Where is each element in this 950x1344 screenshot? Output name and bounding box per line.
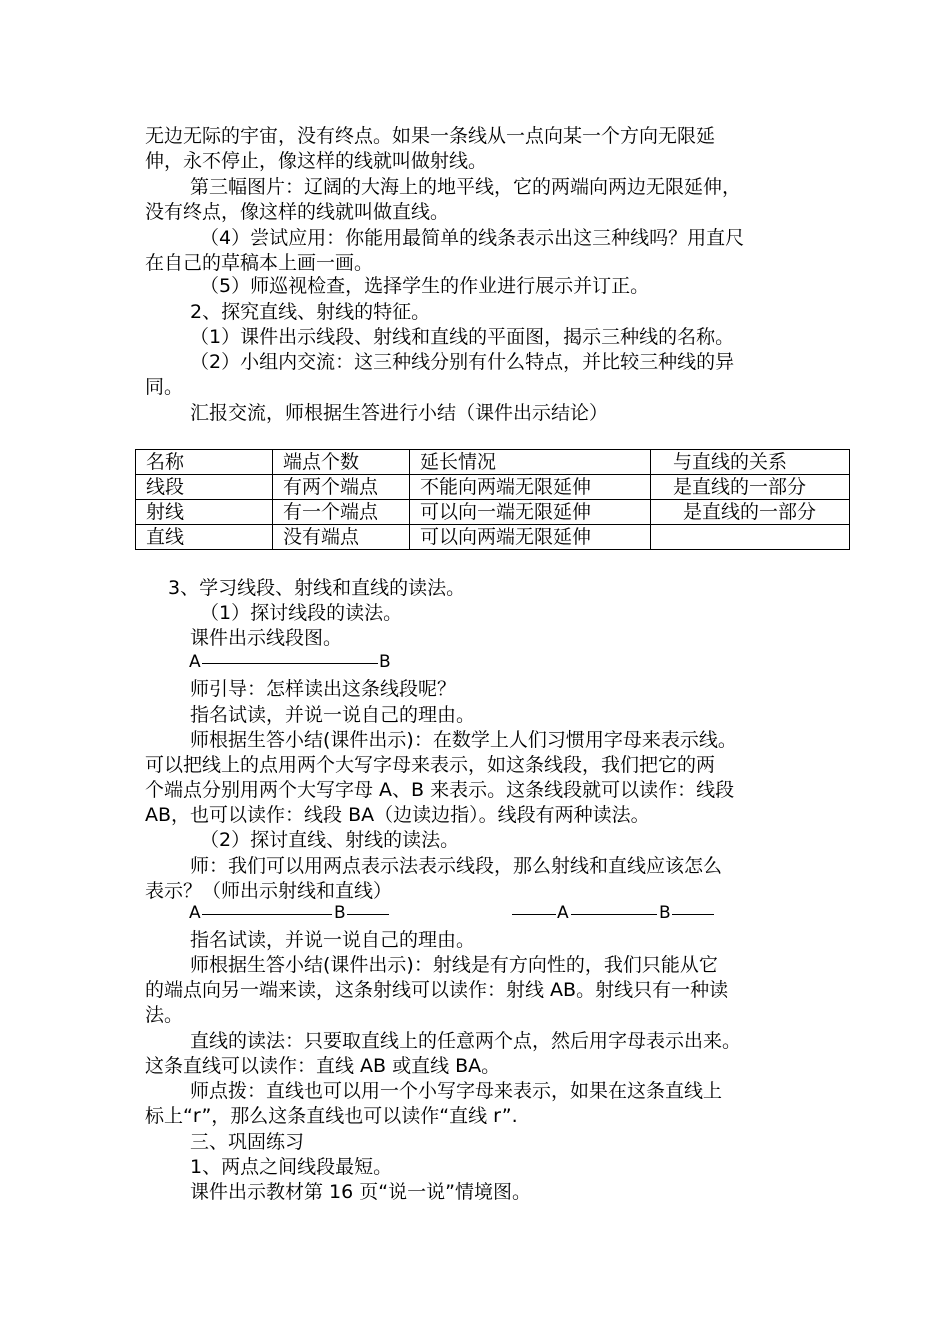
text-line: （5）师巡视检查，选择学生的作业进行展示并订正。 (200, 275, 650, 297)
text-line: 同。 (145, 376, 184, 398)
point-label: B (334, 903, 346, 923)
section-heading: 2、探究直线、射线的特征。 (190, 301, 431, 323)
text-line: 标上“r”，那么这条直线也可以读作“直线 r”. (145, 1105, 518, 1127)
table-cell: 可以向一端无限延伸 (410, 500, 651, 525)
table-cell: 可以向两端无限延伸 (410, 525, 651, 550)
table-cell: 是直线的一部分 (651, 500, 850, 525)
section-heading: 3、学习线段、射线和直线的读法。 (168, 577, 466, 599)
table-row (136, 475, 850, 500)
text-line: 师根据生答小结(课件出示)：在数学上人们习惯用字母来表示线。 (190, 729, 737, 751)
table-cell: 有两个端点 (273, 475, 410, 500)
line-extension-right (672, 914, 714, 915)
text-line: 个端点分别用两个大写字母 A、B 来表示。这条线段就可以读作：线段 (145, 779, 735, 801)
text-line: 师根据生答小结(课件出示)：射线是有方向性的，我们只能从它 (190, 954, 718, 976)
text-line: 课件出示教材第 16 页“说一说”情境图。 (190, 1181, 531, 1203)
text-line: 没有终点，像这样的线就叫做直线。 (145, 201, 450, 223)
text-line: 指名试读，并说一说自己的理由。 (190, 704, 476, 726)
section-heading: 三、巩固练习 (190, 1131, 305, 1153)
text-line: （1）探讨线段的读法。 (200, 602, 403, 624)
text-line: （1）课件出示线段、射线和直线的平面图，揭示三种线的名称。 (190, 326, 735, 348)
table-cell: 是直线的一部分 (651, 475, 850, 500)
point-label: A (189, 652, 201, 672)
text-line: AB，也可以读作：线段 BA（边读边指）。线段有两种读法。 (145, 804, 650, 826)
table-row (136, 500, 850, 525)
comparison-table (135, 449, 850, 550)
text-line: 师点拨：直线也可以用一个小写字母来表示，如果在这条直线上 (190, 1080, 723, 1102)
table-header-cell: 延长情况 (410, 450, 651, 475)
text-line: （4）尝试应用：你能用最简单的线条表示出这三种线吗？用直尺 (200, 227, 745, 249)
text-line: 法。 (145, 1004, 184, 1026)
text-line: 无边无际的宇宙，没有终点。如果一条线从一点向某一个方向无限延 (145, 125, 716, 147)
point-label: B (659, 903, 671, 923)
text-line: 师：我们可以用两点表示法表示线段，那么射线和直线应该怎么 (190, 855, 723, 877)
text-line: 可以把线上的点用两个大写字母来表示，如这条线段，我们把它的两 (145, 754, 716, 776)
text-line: 表示？（师出示射线和直线） (145, 880, 393, 902)
table-cell: 没有端点 (273, 525, 410, 550)
text-line: 1、两点之间线段最短。 (190, 1156, 393, 1178)
point-label: A (557, 903, 569, 923)
text-line: 伸，永不停止，像这样的线就叫做射线。 (145, 150, 488, 172)
text-line: 第三幅图片：辽阔的大海上的地平线，它的两端向两边无限延伸， (190, 176, 742, 198)
text-line: （2）小组内交流：这三种线分别有什么特点，并比较三种线的异 (190, 351, 735, 373)
segment-line (202, 663, 378, 664)
line-extension-left (512, 914, 556, 915)
table-cell: 射线 (136, 500, 273, 525)
text-line: 直线的读法：只要取直线上的任意两个点，然后用字母表示出来。 (190, 1030, 742, 1052)
table-cell: 线段 (136, 475, 273, 500)
table-row (136, 525, 850, 550)
text-line: 这条直线可以读作：直线 AB 或直线 BA。 (145, 1055, 501, 1077)
table-header-cell: 端点个数 (273, 450, 410, 475)
table-header-cell: 名称 (136, 450, 273, 475)
text-line: 指名试读，并说一说自己的理由。 (190, 929, 476, 951)
text-line: 师引导：怎样读出这条线段呢？ (190, 678, 457, 700)
text-line: 在自己的草稿本上画一画。 (145, 252, 374, 274)
table-cell: 不能向两端无限延伸 (410, 475, 651, 500)
text-line: 的端点向另一端来读，这条射线可以读作：射线 AB。射线只有一种读 (145, 979, 729, 1001)
table-header-row (136, 450, 850, 475)
text-line: （2）探讨直线、射线的读法。 (200, 829, 460, 851)
table-cell: 直线 (136, 525, 273, 550)
ray-extension (347, 914, 389, 915)
table-cell (651, 525, 850, 550)
line-segment (571, 914, 657, 915)
text-line: 汇报交流，师根据生答进行小结（课件出示结论） (190, 402, 609, 424)
point-label: A (189, 903, 201, 923)
table-cell: 有一个端点 (273, 500, 410, 525)
ray-line (202, 914, 332, 915)
table-header-cell: 与直线的关系 (651, 450, 850, 475)
text-line: 课件出示线段图。 (190, 627, 343, 649)
point-label: B (379, 652, 391, 672)
